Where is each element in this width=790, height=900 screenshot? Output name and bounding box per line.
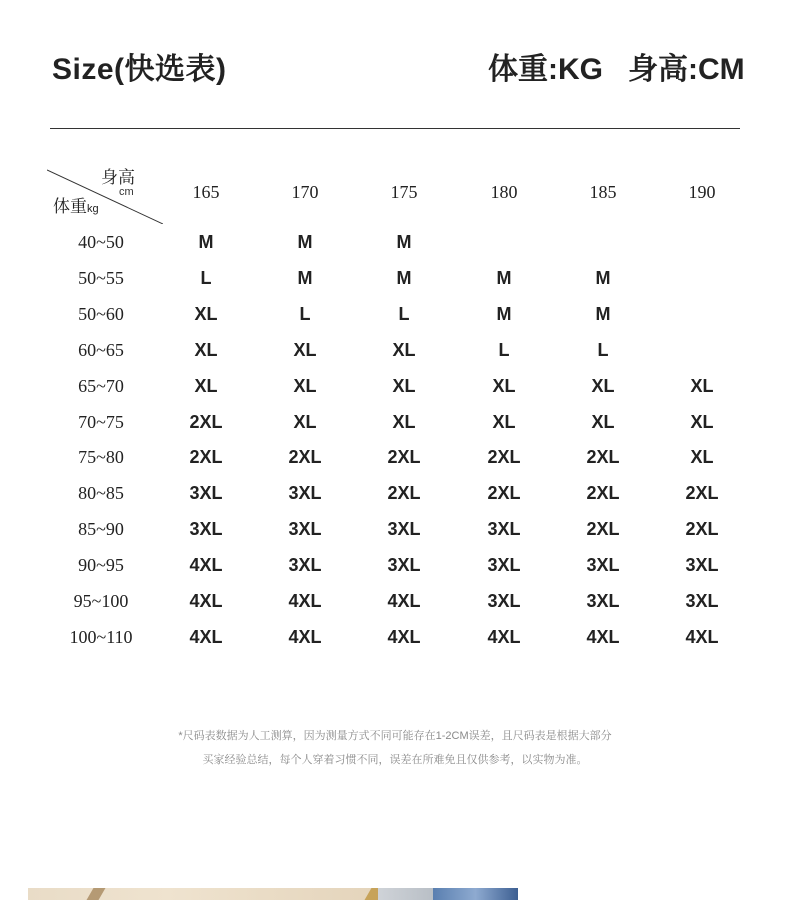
size-cell: 2XL xyxy=(685,519,719,539)
size-cell: M xyxy=(595,268,611,288)
size-cell: 2XL xyxy=(586,483,620,503)
size-cell: XL xyxy=(194,376,218,396)
product-photo-strip xyxy=(28,888,518,900)
weight-axis-label xyxy=(53,197,99,219)
size-cell: 2XL xyxy=(685,483,719,503)
size-cell: L xyxy=(299,304,311,324)
size-cell: 4XL xyxy=(189,627,223,647)
product-photo-middle xyxy=(378,888,433,900)
size-cell: 3XL xyxy=(189,519,223,539)
size-cell: 4XL xyxy=(288,591,322,611)
size-cell: M xyxy=(396,232,412,252)
size-cell: XL xyxy=(293,376,317,396)
height-column-header: 190 xyxy=(688,182,716,202)
size-cell: 2XL xyxy=(586,519,620,539)
height-column-header: 175 xyxy=(390,182,418,202)
weight-row-label: 95~100 xyxy=(73,591,129,611)
disclaimer-line-1: *尺码表数据为人工测算，因为测量方式不同可能存在1-2CM误差，且尺码表是根据大部分 xyxy=(178,730,612,742)
size-cell: 3XL xyxy=(288,519,322,539)
size-cell: 2XL xyxy=(189,412,223,432)
size-cell: 3XL xyxy=(685,591,719,611)
size-cell: XL xyxy=(392,412,416,432)
height-column-header: 185 xyxy=(589,182,617,202)
size-cell: XL xyxy=(492,376,516,396)
size-cell: XL xyxy=(194,340,218,360)
size-cell: XL xyxy=(293,340,317,360)
size-cell: 3XL xyxy=(487,555,521,575)
height-axis-unit: cm xyxy=(119,186,134,198)
size-cell: 4XL xyxy=(189,555,223,575)
size-cell: XL xyxy=(690,376,714,396)
size-cell: XL xyxy=(293,412,317,432)
size-cell: 2XL xyxy=(387,483,421,503)
weight-axis-unit: kg xyxy=(87,203,99,215)
size-cell: L xyxy=(498,340,510,360)
table-corner-header xyxy=(47,166,163,224)
height-axis-label: 身高 xyxy=(101,168,135,187)
size-cell: 3XL xyxy=(487,519,521,539)
size-cell: 3XL xyxy=(586,591,620,611)
size-cell: 2XL xyxy=(487,447,521,467)
size-cell: M xyxy=(595,304,611,324)
weight-row-label: 100~110 xyxy=(69,627,133,647)
size-cell: XL xyxy=(492,412,516,432)
weight-row-label: 65~70 xyxy=(78,376,124,396)
size-cell: XL xyxy=(591,412,615,432)
size-cell: 2XL xyxy=(487,483,521,503)
size-cell: L xyxy=(200,268,212,288)
weight-row-label: 90~95 xyxy=(78,555,124,575)
size-cell: 3XL xyxy=(288,555,322,575)
size-cell: 3XL xyxy=(586,555,620,575)
height-column-header: 170 xyxy=(291,182,319,202)
weight-row-label: 80~85 xyxy=(78,483,124,503)
size-cell: 3XL xyxy=(387,555,421,575)
weight-row-label: 50~60 xyxy=(78,304,124,324)
size-cell: 3XL xyxy=(487,591,521,611)
weight-row-label: 75~80 xyxy=(78,447,124,467)
size-cell: XL xyxy=(690,447,714,467)
page-title: Size(快选表) xyxy=(52,53,227,86)
size-cell: M xyxy=(198,232,214,252)
size-cell: 3XL xyxy=(288,483,322,503)
height-unit-label: 身高:CM xyxy=(628,53,745,86)
product-photo-right xyxy=(433,888,518,900)
size-cell: 3XL xyxy=(387,519,421,539)
size-cell: 2XL xyxy=(288,447,322,467)
disclaimer-line-2: 买家经验总结，每个人穿着习惯不同，误差在所难免且仅供参考，以实物为准。 xyxy=(202,754,588,766)
weight-unit-label: 体重:KG xyxy=(488,53,603,86)
size-cell: XL xyxy=(392,376,416,396)
size-cell: L xyxy=(398,304,410,324)
weight-row-label: 60~65 xyxy=(78,340,124,360)
size-cell: 3XL xyxy=(189,483,223,503)
size-cell: 2XL xyxy=(387,447,421,467)
size-cell: M xyxy=(396,268,412,288)
size-cell: 4XL xyxy=(189,591,223,611)
size-cell: XL xyxy=(690,412,714,432)
weight-row-label: 40~50 xyxy=(78,232,124,252)
size-cell: 3XL xyxy=(685,555,719,575)
size-cell: XL xyxy=(591,376,615,396)
size-cell: M xyxy=(297,232,313,252)
weight-row-label: 70~75 xyxy=(78,412,124,432)
size-cell: 4XL xyxy=(387,627,421,647)
size-cell: 4XL xyxy=(685,627,719,647)
size-cell: L xyxy=(597,340,609,360)
size-cell: 2XL xyxy=(189,447,223,467)
height-column-header: 180 xyxy=(490,182,518,202)
weight-row-label: 85~90 xyxy=(78,519,124,539)
height-column-header: 165 xyxy=(192,182,220,202)
size-cell: XL xyxy=(194,304,218,324)
product-photo-left xyxy=(28,888,378,900)
weight-row-label: 50~55 xyxy=(78,268,124,288)
size-cell: 4XL xyxy=(387,591,421,611)
size-cell: M xyxy=(297,268,313,288)
size-cell: XL xyxy=(392,340,416,360)
size-cell: M xyxy=(496,268,512,288)
size-cell: 4XL xyxy=(586,627,620,647)
header-divider xyxy=(50,128,740,129)
size-cell: 4XL xyxy=(487,627,521,647)
size-cell: M xyxy=(496,304,512,324)
size-cell: 4XL xyxy=(288,627,322,647)
size-cell: 2XL xyxy=(586,447,620,467)
weight-axis-text: 体重 xyxy=(53,197,87,216)
